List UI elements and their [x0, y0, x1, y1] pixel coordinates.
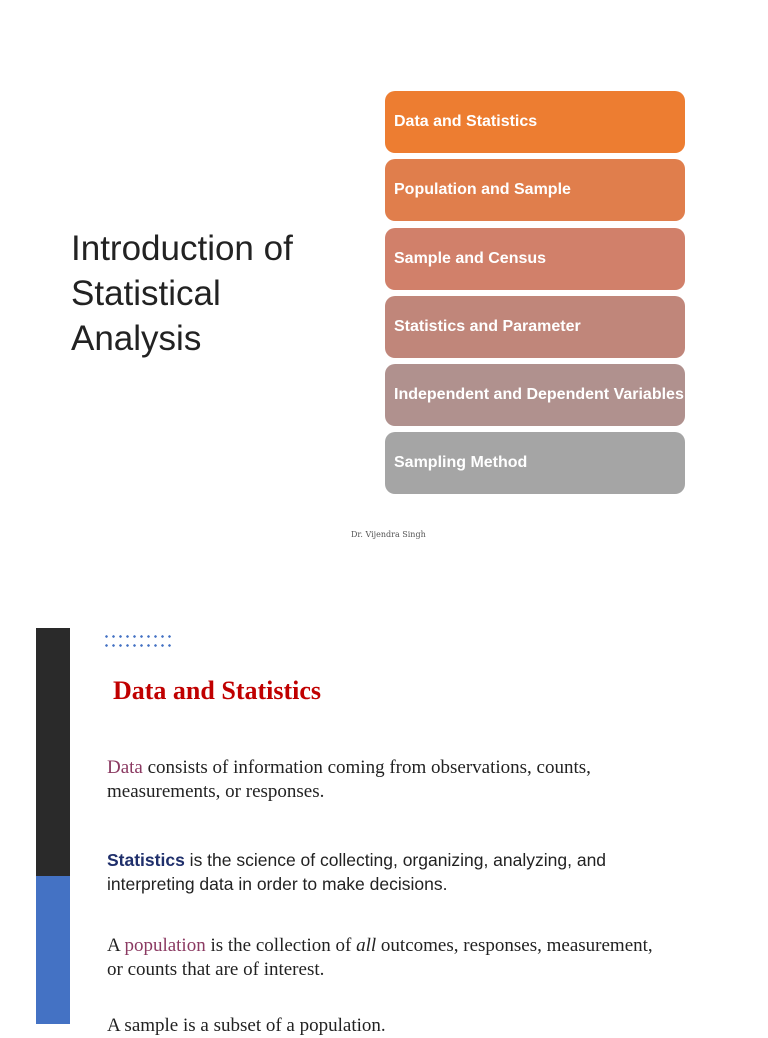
term-population: population: [124, 935, 206, 956]
population-definition: [107, 934, 667, 982]
term-statistics: Statistics: [107, 850, 185, 870]
dot-row: [103, 643, 173, 648]
title-line-3: Analysis: [71, 319, 202, 358]
term-data: Data: [107, 757, 143, 778]
slide-2: [0, 628, 768, 1036]
dot-row: [103, 634, 173, 639]
accent-bar-dark: [36, 628, 70, 876]
statistics-definition: [107, 848, 667, 896]
title-line-1: Introduction of: [71, 229, 293, 268]
population-def-1: is the collection of: [205, 935, 357, 956]
dotted-decoration: [103, 634, 173, 652]
data-definition: [107, 756, 707, 804]
topic-data-and-statistics: Data and Statistics: [385, 91, 685, 153]
title-line-2: Statistical: [71, 274, 221, 313]
sample-definition-partial: A sample is a subset of a population.: [107, 1015, 386, 1036]
slide-heading: Data and Statistics: [113, 676, 322, 705]
topic-independent-dependent-variables: Independent and Dependent Variables: [385, 364, 685, 426]
topic-sample-and-census: Sample and Census: [385, 228, 685, 290]
slide-title: [71, 226, 293, 361]
population-def-all: all: [356, 935, 377, 956]
population-def-2: outcomes, responses, measurement, or counts that are of interest.: [107, 935, 653, 980]
data-definition-text: consists of information coming from observations, counts, measurements, or responses.: [107, 757, 591, 802]
topic-population-and-sample: Population and Sample: [385, 159, 685, 221]
topic-sampling-method: Sampling Method: [385, 432, 685, 494]
population-prefix: A: [107, 935, 125, 956]
statistics-definition-text: is the science of collecting, organizing, analyzing, and interpreting data in order to make decisions.: [107, 850, 607, 894]
accent-bar-blue: [36, 876, 70, 1024]
topic-statistics-and-parameter: Statistics and Parameter: [385, 296, 685, 358]
slide-footer-author: Dr. Vijendra Singh: [351, 530, 426, 539]
